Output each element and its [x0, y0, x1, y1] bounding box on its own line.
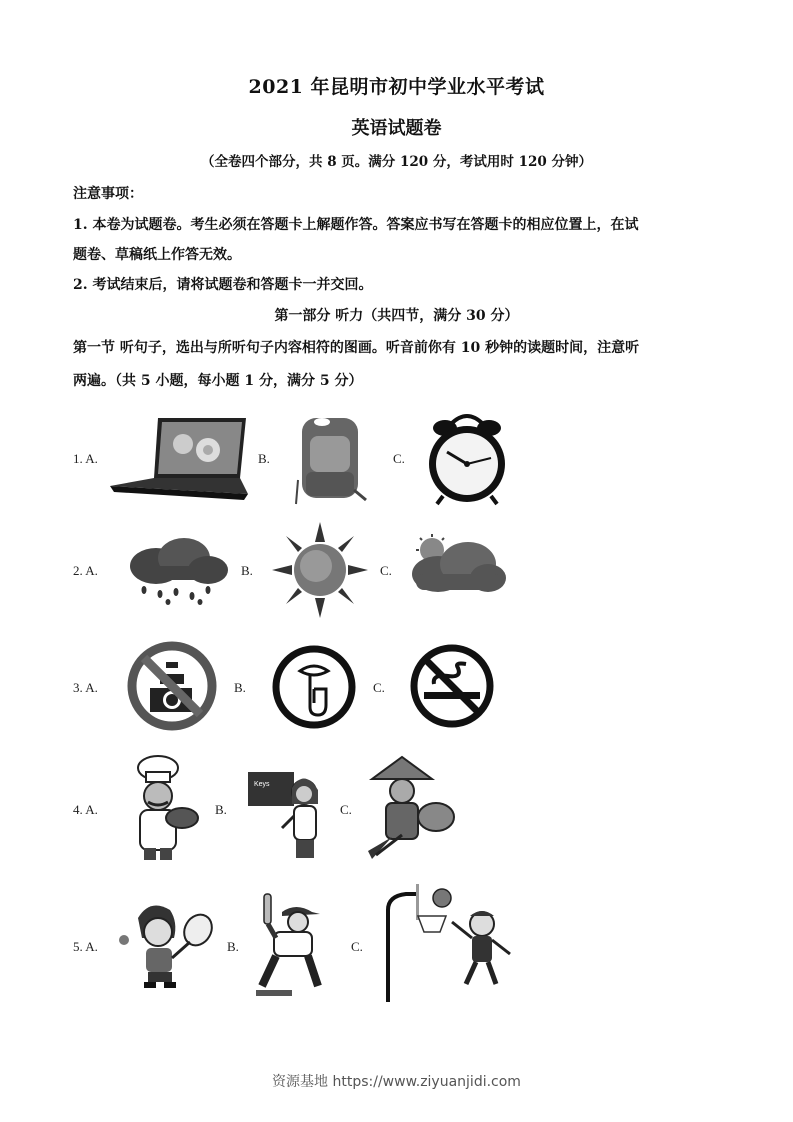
alarm-clock-image: [425, 410, 509, 506]
exam-info: （全卷四个部分，共 8 页。满分 120 分，考试用时 120 分钟）: [201, 154, 592, 170]
farmer-image: [362, 755, 462, 861]
option-c-label: C.: [340, 802, 352, 817]
note-item-1-line-2: 题卷、草稿纸上作答无效。: [73, 247, 241, 263]
backpack-image: [292, 410, 368, 506]
footer-watermark: 资源基地 https://www.ziyuanjidi.com: [272, 1074, 521, 1090]
question-3-number: 3. A.: [73, 680, 98, 695]
sun-image: [272, 522, 368, 618]
teacher-image: [246, 768, 326, 860]
option-b-label: B.: [227, 939, 239, 954]
note-item-2: 2. 考试结束后，请将试题卷和答题卡一并交回。: [73, 277, 373, 293]
option-c-label: C.: [393, 451, 405, 466]
note-item-1-line-1: 1. 本卷为试题卷。考生必须在答题卡上解题作答。答案应书写在答题卡的相应位置上，在试: [73, 217, 639, 233]
cloudy-sun-image: [408, 534, 508, 600]
no-smoking-sign-image: [408, 642, 496, 730]
quiet-sign-image: [270, 643, 358, 731]
option-b-label: B.: [215, 802, 227, 817]
question-4-number: 4. A.: [73, 802, 98, 817]
option-b-label: B.: [234, 680, 246, 695]
basketball-player-image: [384, 880, 526, 1002]
option-b-label: B.: [258, 451, 270, 466]
exam-title: 2021 年昆明市初中学业水平考试: [248, 76, 545, 98]
option-c-label: C.: [373, 680, 385, 695]
rainy-cloud-image: [126, 536, 230, 606]
exam-subtitle: 英语试题卷: [351, 118, 442, 139]
section-1-instruction-line-1: 第一节 听句子，选出与所听句子内容相符的图画。听音前你有 10 秒钟的读题时间，注意听: [73, 340, 640, 356]
option-c-label: C.: [380, 563, 392, 578]
svg-text:Keys: Keys: [254, 781, 270, 788]
laptop-image: [108, 416, 248, 502]
question-5-number: 5. A.: [73, 939, 98, 954]
no-photo-sign-image: [126, 640, 218, 732]
baseball-player-image: [252, 890, 330, 1000]
question-2-number: 2. A.: [73, 563, 98, 578]
chef-image: [120, 752, 204, 862]
option-b-label: B.: [241, 563, 253, 578]
tennis-player-image: [116, 898, 216, 992]
part-1-heading: 第一部分 听力（共四节，满分 30 分）: [274, 308, 519, 324]
notes-heading: 注意事项：: [73, 186, 143, 202]
option-c-label: C.: [351, 939, 363, 954]
question-1-number: 1. A.: [73, 451, 98, 466]
section-1-instruction-line-2: 两遍。（共 5 小题，每小题 1 分，满分 5 分）: [73, 373, 363, 389]
